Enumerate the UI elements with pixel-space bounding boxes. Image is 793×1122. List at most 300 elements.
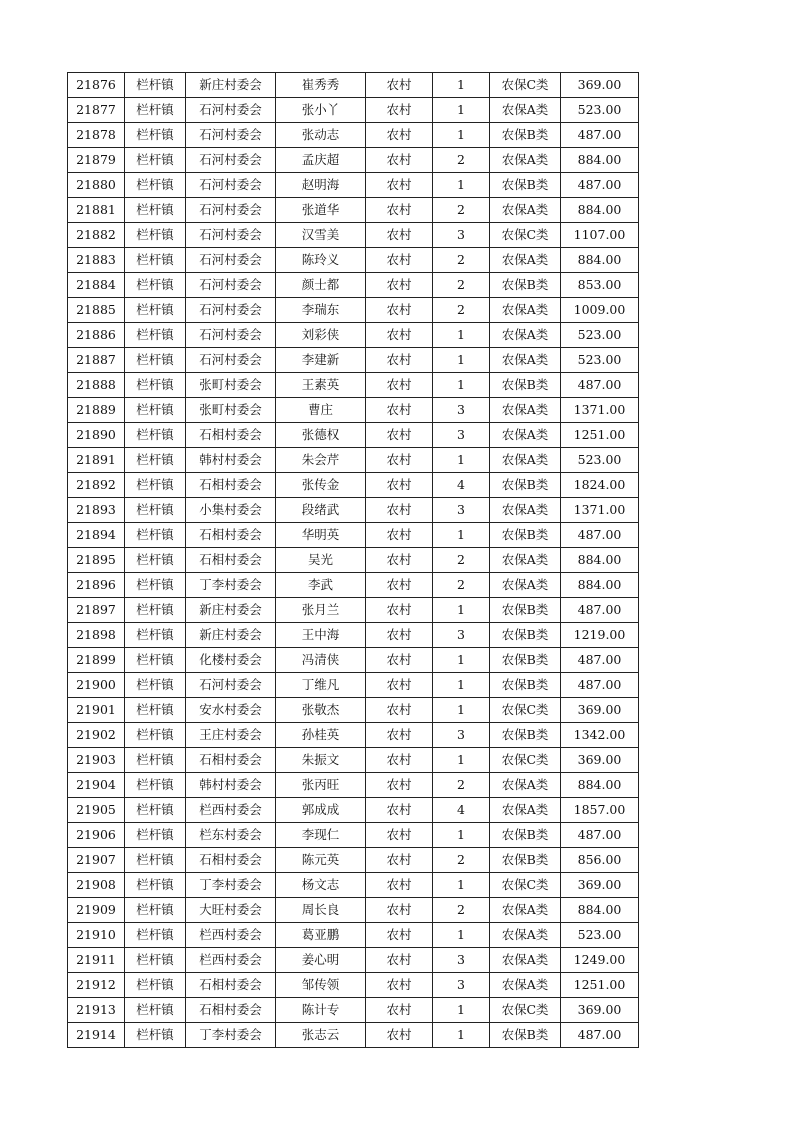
serial-number-cell: 21892 — [68, 473, 125, 498]
village-committee-cell: 大旺村委会 — [186, 898, 276, 923]
serial-number-cell: 21899 — [68, 648, 125, 673]
town-cell: 栏杆镇 — [125, 373, 186, 398]
serial-number-cell: 21883 — [68, 248, 125, 273]
amount-cell: 523.00 — [561, 98, 639, 123]
village-committee-cell: 韩村村委会 — [186, 448, 276, 473]
village-committee-cell: 石河村委会 — [186, 323, 276, 348]
category-cell: 农保A类 — [490, 98, 561, 123]
people-count-cell: 2 — [433, 248, 490, 273]
town-cell: 栏杆镇 — [125, 973, 186, 998]
name-cell: 陈计专 — [276, 998, 366, 1023]
name-cell: 李武 — [276, 573, 366, 598]
town-cell: 栏杆镇 — [125, 473, 186, 498]
village-committee-cell: 丁李村委会 — [186, 873, 276, 898]
people-count-cell: 1 — [433, 373, 490, 398]
people-count-cell: 1 — [433, 748, 490, 773]
amount-cell: 1107.00 — [561, 223, 639, 248]
people-count-cell: 2 — [433, 298, 490, 323]
amount-cell: 369.00 — [561, 998, 639, 1023]
amount-cell: 523.00 — [561, 923, 639, 948]
people-count-cell: 1 — [433, 673, 490, 698]
amount-cell: 884.00 — [561, 773, 639, 798]
town-cell: 栏杆镇 — [125, 498, 186, 523]
category-cell: 农保B类 — [490, 673, 561, 698]
name-cell: 汉雪美 — [276, 223, 366, 248]
people-count-cell: 3 — [433, 498, 490, 523]
town-cell: 栏杆镇 — [125, 723, 186, 748]
town-cell: 栏杆镇 — [125, 598, 186, 623]
village-committee-cell: 石河村委会 — [186, 298, 276, 323]
household-type-cell: 农村 — [366, 723, 433, 748]
people-count-cell: 1 — [433, 523, 490, 548]
amount-cell: 487.00 — [561, 373, 639, 398]
people-count-cell: 2 — [433, 848, 490, 873]
table-row — [68, 548, 639, 573]
amount-cell: 884.00 — [561, 548, 639, 573]
household-type-cell: 农村 — [366, 123, 433, 148]
people-count-cell: 3 — [433, 723, 490, 748]
household-type-cell: 农村 — [366, 223, 433, 248]
people-count-cell: 1 — [433, 598, 490, 623]
category-cell: 农保C类 — [490, 748, 561, 773]
town-cell: 栏杆镇 — [125, 923, 186, 948]
household-type-cell: 农村 — [366, 698, 433, 723]
people-count-cell: 1 — [433, 1023, 490, 1048]
amount-cell: 1371.00 — [561, 498, 639, 523]
village-committee-cell: 石河村委会 — [186, 673, 276, 698]
category-cell: 农保A类 — [490, 398, 561, 423]
people-count-cell: 2 — [433, 773, 490, 798]
household-type-cell: 农村 — [366, 623, 433, 648]
name-cell: 邹传领 — [276, 973, 366, 998]
table-row — [68, 873, 639, 898]
town-cell: 栏杆镇 — [125, 273, 186, 298]
serial-number-cell: 21888 — [68, 373, 125, 398]
category-cell: 农保B类 — [490, 523, 561, 548]
table-row — [68, 123, 639, 148]
category-cell: 农保A类 — [490, 423, 561, 448]
amount-cell: 369.00 — [561, 748, 639, 773]
name-cell: 李建新 — [276, 348, 366, 373]
household-type-cell: 农村 — [366, 198, 433, 223]
household-type-cell: 农村 — [366, 573, 433, 598]
name-cell: 张丙旺 — [276, 773, 366, 798]
table-row — [68, 98, 639, 123]
village-committee-cell: 石河村委会 — [186, 148, 276, 173]
table-row — [68, 773, 639, 798]
people-count-cell: 1 — [433, 873, 490, 898]
table-row — [68, 798, 639, 823]
people-count-cell: 1 — [433, 998, 490, 1023]
village-committee-cell: 石河村委会 — [186, 123, 276, 148]
amount-cell: 369.00 — [561, 698, 639, 723]
category-cell: 农保B类 — [490, 823, 561, 848]
name-cell: 张志云 — [276, 1023, 366, 1048]
category-cell: 农保A类 — [490, 573, 561, 598]
table-body — [68, 73, 639, 1048]
town-cell: 栏杆镇 — [125, 73, 186, 98]
category-cell: 农保B类 — [490, 373, 561, 398]
amount-cell: 523.00 — [561, 348, 639, 373]
people-count-cell: 2 — [433, 898, 490, 923]
category-cell: 农保C类 — [490, 223, 561, 248]
amount-cell: 487.00 — [561, 673, 639, 698]
people-count-cell: 1 — [433, 648, 490, 673]
town-cell: 栏杆镇 — [125, 523, 186, 548]
village-committee-cell: 石河村委会 — [186, 348, 276, 373]
name-cell: 张道华 — [276, 198, 366, 223]
household-type-cell: 农村 — [366, 473, 433, 498]
household-type-cell: 农村 — [366, 98, 433, 123]
household-type-cell: 农村 — [366, 148, 433, 173]
serial-number-cell: 21902 — [68, 723, 125, 748]
people-count-cell: 1 — [433, 823, 490, 848]
serial-number-cell: 21885 — [68, 298, 125, 323]
category-cell: 农保C类 — [490, 73, 561, 98]
serial-number-cell: 21900 — [68, 673, 125, 698]
town-cell: 栏杆镇 — [125, 848, 186, 873]
name-cell: 李瑞东 — [276, 298, 366, 323]
serial-number-cell: 21880 — [68, 173, 125, 198]
name-cell: 张德权 — [276, 423, 366, 448]
name-cell: 陈玲义 — [276, 248, 366, 273]
household-type-cell: 农村 — [366, 423, 433, 448]
household-type-cell: 农村 — [366, 523, 433, 548]
name-cell: 朱会芹 — [276, 448, 366, 473]
town-cell: 栏杆镇 — [125, 948, 186, 973]
table-row — [68, 748, 639, 773]
table-row — [68, 648, 639, 673]
village-committee-cell: 石河村委会 — [186, 98, 276, 123]
people-count-cell: 2 — [433, 148, 490, 173]
category-cell: 农保A类 — [490, 298, 561, 323]
name-cell: 赵明海 — [276, 173, 366, 198]
town-cell: 栏杆镇 — [125, 998, 186, 1023]
category-cell: 农保A类 — [490, 148, 561, 173]
serial-number-cell: 21909 — [68, 898, 125, 923]
amount-cell: 1251.00 — [561, 423, 639, 448]
village-committee-cell: 栏西村委会 — [186, 948, 276, 973]
household-type-cell: 农村 — [366, 973, 433, 998]
category-cell: 农保C类 — [490, 698, 561, 723]
category-cell: 农保B类 — [490, 123, 561, 148]
category-cell: 农保B类 — [490, 723, 561, 748]
village-committee-cell: 张町村委会 — [186, 398, 276, 423]
table-row — [68, 173, 639, 198]
household-type-cell: 农村 — [366, 798, 433, 823]
serial-number-cell: 21903 — [68, 748, 125, 773]
serial-number-cell: 21910 — [68, 923, 125, 948]
serial-number-cell: 21894 — [68, 523, 125, 548]
name-cell: 郭成成 — [276, 798, 366, 823]
category-cell: 农保B类 — [490, 473, 561, 498]
table-row — [68, 348, 639, 373]
name-cell: 华明英 — [276, 523, 366, 548]
amount-cell: 487.00 — [561, 598, 639, 623]
category-cell: 农保A类 — [490, 198, 561, 223]
village-committee-cell: 石河村委会 — [186, 273, 276, 298]
people-count-cell: 4 — [433, 798, 490, 823]
table-row — [68, 498, 639, 523]
town-cell: 栏杆镇 — [125, 623, 186, 648]
category-cell: 农保B类 — [490, 173, 561, 198]
amount-cell: 487.00 — [561, 173, 639, 198]
people-count-cell: 3 — [433, 948, 490, 973]
serial-number-cell: 21891 — [68, 448, 125, 473]
category-cell: 农保A类 — [490, 348, 561, 373]
serial-number-cell: 21901 — [68, 698, 125, 723]
serial-number-cell: 21877 — [68, 98, 125, 123]
table-row — [68, 973, 639, 998]
household-type-cell: 农村 — [366, 773, 433, 798]
household-type-cell: 农村 — [366, 398, 433, 423]
amount-cell: 487.00 — [561, 123, 639, 148]
town-cell: 栏杆镇 — [125, 123, 186, 148]
serial-number-cell: 21913 — [68, 998, 125, 1023]
people-count-cell: 1 — [433, 348, 490, 373]
table-row — [68, 998, 639, 1023]
household-type-cell: 农村 — [366, 648, 433, 673]
household-type-cell: 农村 — [366, 898, 433, 923]
name-cell: 张小丫 — [276, 98, 366, 123]
town-cell: 栏杆镇 — [125, 398, 186, 423]
category-cell: 农保B类 — [490, 1023, 561, 1048]
serial-number-cell: 21886 — [68, 323, 125, 348]
name-cell: 周长良 — [276, 898, 366, 923]
category-cell: 农保C类 — [490, 998, 561, 1023]
household-type-cell: 农村 — [366, 998, 433, 1023]
name-cell: 葛亚鹏 — [276, 923, 366, 948]
table-row — [68, 573, 639, 598]
name-cell: 张敬杰 — [276, 698, 366, 723]
household-type-cell: 农村 — [366, 298, 433, 323]
table-row — [68, 923, 639, 948]
town-cell: 栏杆镇 — [125, 198, 186, 223]
name-cell: 李现仁 — [276, 823, 366, 848]
table-row — [68, 448, 639, 473]
town-cell: 栏杆镇 — [125, 423, 186, 448]
amount-cell: 884.00 — [561, 248, 639, 273]
people-count-cell: 3 — [433, 398, 490, 423]
amount-cell: 884.00 — [561, 573, 639, 598]
name-cell: 段绪武 — [276, 498, 366, 523]
people-count-cell: 1 — [433, 98, 490, 123]
amount-cell: 1342.00 — [561, 723, 639, 748]
village-committee-cell: 栏东村委会 — [186, 823, 276, 848]
table-row — [68, 948, 639, 973]
town-cell: 栏杆镇 — [125, 248, 186, 273]
household-type-cell: 农村 — [366, 848, 433, 873]
amount-cell: 523.00 — [561, 448, 639, 473]
town-cell: 栏杆镇 — [125, 648, 186, 673]
amount-cell: 1249.00 — [561, 948, 639, 973]
village-committee-cell: 安水村委会 — [186, 698, 276, 723]
amount-cell: 1857.00 — [561, 798, 639, 823]
table-row — [68, 198, 639, 223]
name-cell: 吴光 — [276, 548, 366, 573]
people-count-cell: 1 — [433, 923, 490, 948]
amount-cell: 1371.00 — [561, 398, 639, 423]
name-cell: 刘彩侠 — [276, 323, 366, 348]
town-cell: 栏杆镇 — [125, 823, 186, 848]
household-type-cell: 农村 — [366, 173, 433, 198]
household-type-cell: 农村 — [366, 73, 433, 98]
category-cell: 农保A类 — [490, 248, 561, 273]
town-cell: 栏杆镇 — [125, 748, 186, 773]
category-cell: 农保A类 — [490, 548, 561, 573]
serial-number-cell: 21911 — [68, 948, 125, 973]
table-row — [68, 73, 639, 98]
name-cell: 杨文志 — [276, 873, 366, 898]
serial-number-cell: 21914 — [68, 1023, 125, 1048]
village-committee-cell: 丁李村委会 — [186, 573, 276, 598]
people-count-cell: 2 — [433, 573, 490, 598]
household-type-cell: 农村 — [366, 273, 433, 298]
serial-number-cell: 21876 — [68, 73, 125, 98]
village-committee-cell: 新庄村委会 — [186, 623, 276, 648]
table-row — [68, 273, 639, 298]
amount-cell: 523.00 — [561, 323, 639, 348]
name-cell: 崔秀秀 — [276, 73, 366, 98]
village-committee-cell: 韩村村委会 — [186, 773, 276, 798]
people-count-cell: 2 — [433, 548, 490, 573]
people-count-cell: 3 — [433, 423, 490, 448]
amount-cell: 1219.00 — [561, 623, 639, 648]
household-type-cell: 农村 — [366, 498, 433, 523]
amount-cell: 369.00 — [561, 73, 639, 98]
village-committee-cell: 栏西村委会 — [186, 923, 276, 948]
people-count-cell: 2 — [433, 198, 490, 223]
town-cell: 栏杆镇 — [125, 898, 186, 923]
table-row — [68, 723, 639, 748]
serial-number-cell: 21896 — [68, 573, 125, 598]
table-row — [68, 848, 639, 873]
name-cell: 孟庆超 — [276, 148, 366, 173]
town-cell: 栏杆镇 — [125, 223, 186, 248]
town-cell: 栏杆镇 — [125, 573, 186, 598]
category-cell: 农保A类 — [490, 973, 561, 998]
category-cell: 农保A类 — [490, 498, 561, 523]
people-count-cell: 4 — [433, 473, 490, 498]
people-count-cell: 3 — [433, 973, 490, 998]
household-type-cell: 农村 — [366, 373, 433, 398]
town-cell: 栏杆镇 — [125, 348, 186, 373]
serial-number-cell: 21889 — [68, 398, 125, 423]
household-type-cell: 农村 — [366, 548, 433, 573]
serial-number-cell: 21893 — [68, 498, 125, 523]
category-cell: 农保A类 — [490, 948, 561, 973]
amount-cell: 884.00 — [561, 898, 639, 923]
town-cell: 栏杆镇 — [125, 298, 186, 323]
category-cell: 农保C类 — [490, 873, 561, 898]
table-row — [68, 323, 639, 348]
household-type-cell: 农村 — [366, 673, 433, 698]
category-cell: 农保B类 — [490, 848, 561, 873]
table-row — [68, 223, 639, 248]
town-cell: 栏杆镇 — [125, 98, 186, 123]
serial-number-cell: 21905 — [68, 798, 125, 823]
category-cell: 农保B类 — [490, 623, 561, 648]
table-row — [68, 673, 639, 698]
serial-number-cell: 21904 — [68, 773, 125, 798]
name-cell: 王中海 — [276, 623, 366, 648]
village-committee-cell: 石相村委会 — [186, 998, 276, 1023]
people-count-cell: 1 — [433, 323, 490, 348]
village-committee-cell: 新庄村委会 — [186, 598, 276, 623]
town-cell: 栏杆镇 — [125, 773, 186, 798]
category-cell: 农保B类 — [490, 598, 561, 623]
name-cell: 张传金 — [276, 473, 366, 498]
name-cell: 曹庄 — [276, 398, 366, 423]
household-type-cell: 农村 — [366, 448, 433, 473]
table-row — [68, 398, 639, 423]
village-committee-cell: 石相村委会 — [186, 423, 276, 448]
village-committee-cell: 张町村委会 — [186, 373, 276, 398]
village-committee-cell: 栏西村委会 — [186, 798, 276, 823]
amount-cell: 853.00 — [561, 273, 639, 298]
category-cell: 农保A类 — [490, 323, 561, 348]
village-committee-cell: 石河村委会 — [186, 198, 276, 223]
village-committee-cell: 石河村委会 — [186, 173, 276, 198]
serial-number-cell: 21895 — [68, 548, 125, 573]
serial-number-cell: 21887 — [68, 348, 125, 373]
category-cell: 农保A类 — [490, 773, 561, 798]
amount-cell: 1251.00 — [561, 973, 639, 998]
people-count-cell: 1 — [433, 448, 490, 473]
amount-cell: 856.00 — [561, 848, 639, 873]
serial-number-cell: 21890 — [68, 423, 125, 448]
household-type-cell: 农村 — [366, 348, 433, 373]
table-row — [68, 523, 639, 548]
household-type-cell: 农村 — [366, 1023, 433, 1048]
category-cell: 农保B类 — [490, 273, 561, 298]
table-row — [68, 898, 639, 923]
amount-cell: 487.00 — [561, 523, 639, 548]
table-row — [68, 373, 639, 398]
village-committee-cell: 王庄村委会 — [186, 723, 276, 748]
name-cell: 张月兰 — [276, 598, 366, 623]
table-row — [68, 423, 639, 448]
town-cell: 栏杆镇 — [125, 673, 186, 698]
category-cell: 农保A类 — [490, 923, 561, 948]
amount-cell: 1009.00 — [561, 298, 639, 323]
household-type-cell: 农村 — [366, 748, 433, 773]
village-committee-cell: 石相村委会 — [186, 548, 276, 573]
amount-cell: 487.00 — [561, 823, 639, 848]
people-count-cell: 1 — [433, 173, 490, 198]
household-type-cell: 农村 — [366, 923, 433, 948]
town-cell: 栏杆镇 — [125, 448, 186, 473]
amount-cell: 487.00 — [561, 1023, 639, 1048]
people-count-cell: 3 — [433, 623, 490, 648]
table-row — [68, 1023, 639, 1048]
people-count-cell: 1 — [433, 73, 490, 98]
name-cell: 丁维凡 — [276, 673, 366, 698]
town-cell: 栏杆镇 — [125, 173, 186, 198]
serial-number-cell: 21878 — [68, 123, 125, 148]
household-type-cell: 农村 — [366, 823, 433, 848]
people-count-cell: 2 — [433, 273, 490, 298]
village-committee-cell: 小集村委会 — [186, 498, 276, 523]
name-cell: 姜心明 — [276, 948, 366, 973]
name-cell: 张动志 — [276, 123, 366, 148]
town-cell: 栏杆镇 — [125, 548, 186, 573]
category-cell: 农保A类 — [490, 898, 561, 923]
table-row — [68, 623, 639, 648]
name-cell: 孙桂英 — [276, 723, 366, 748]
serial-number-cell: 21881 — [68, 198, 125, 223]
people-count-cell: 1 — [433, 698, 490, 723]
